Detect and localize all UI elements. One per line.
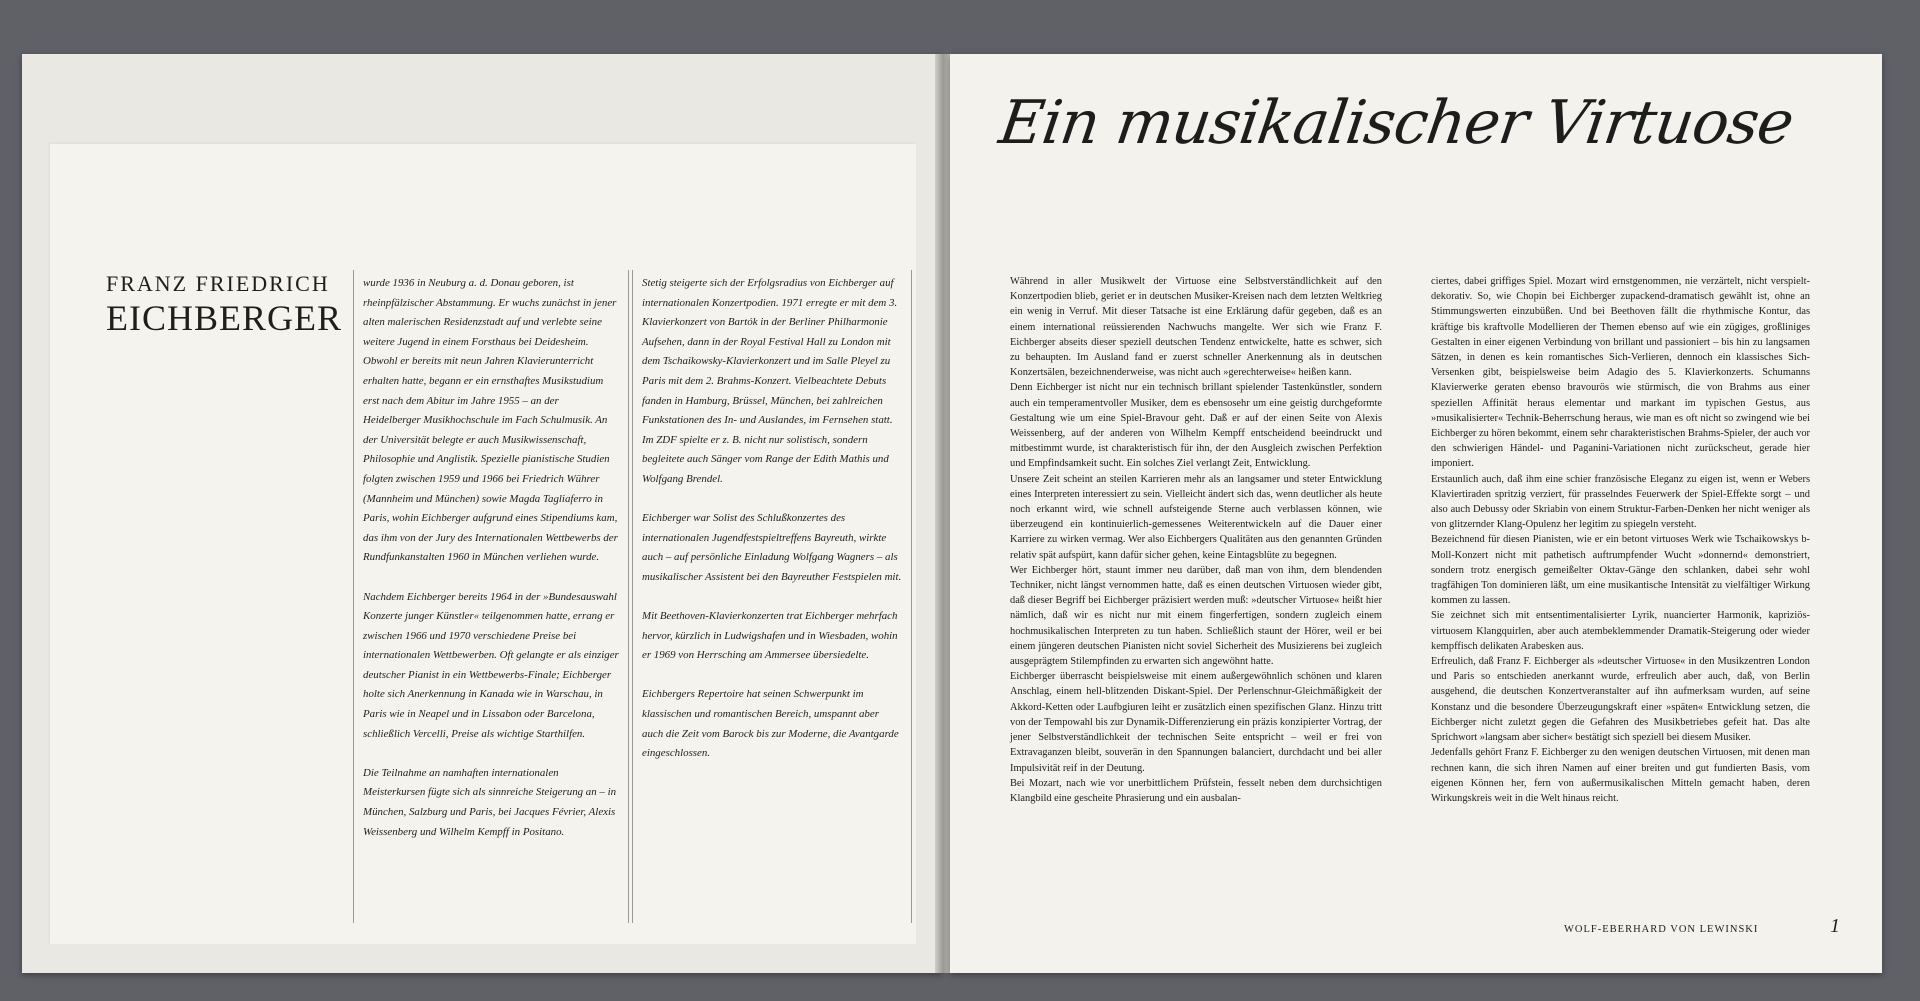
essay-paragraph: Denn Eichberger ist nicht nur ein technisch brillant spielender Tastenkünstler, sondern auch ein temperamentvoller Musiker, dem es ebensosehr um eine geistig durchgeformte Gestaltung wie um eine Spiel-Bravour geht. Daß er auf der einen Seite von Alexis Weissenberg, auf der anderen von Wilhelm Kempff entscheidend beeindruckt und mitbestimmt wurde, ist charakteristisch für ihn, der den Ausgleich zwischen Perfektion und Empfindsamkeit sucht. Ein solches Ziel verlangt Zeit, Entwicklung. [1010, 382, 1382, 470]
artist-surname: EICHBERGER [106, 298, 343, 338]
essay-paragraph: Erfreulich, daß Franz F. Eichberger als »deutscher Virtuose« in den Musikzentren London und Paris so entschieden anerkannt wurde, erfreulich aber auch, daß, von Berlin ausgehend, die deutschen Konzertveranstalter auf ihn aufmerksam wurden, auf seine Konstanz und die besondere Überzeugungskraft einer »späten« Entwicklung setzen, die Eichberger nicht zuletzt gegen die Gefahren des Musikbetriebes gefeit hat. Das alte Sprichwort »langsam aber sicher« bestätigt sich speziell bei diesem Musiker. [1431, 656, 1810, 744]
essay-paragraph: Bei Mozart, nach wie vor unerbittlichem Prüfstein, fesselt neben dem durchsichtigen Klangbild eine gescheite Phrasierung und ein ausbalan- [1010, 777, 1382, 804]
essay-paragraph: Während in aller Musikwelt der Virtuose eine Selbstverständlichkeit auf den Konzertpodien blieb, geriet er in deutschen Musiker-Kreisen nach dem letzten Weltkrieg ein wenig in Verruf. Mit dieser Tatsache ist eine Erklärung dafür gegeben, daß es an einem international reüssierenden Nachwuchs mangelte. Wer sich wie Franz F. Eichberger abseits dieser speziell deutschen Tendenz entwickelte, hatte es schwer, sich zu behaupten. Im Ausland fand er zuerst schneller Anerkennung als in deutschen Konzertsälen, bezeichnenderweise, was nicht auch »gerechterweise« heißen kann. [1010, 276, 1382, 379]
biography-paragraph: Eichbergers Repertoire hat seinen Schwerpunkt im klassischen und romantischen Bereich, umspannt aber auch die Zeit vom Barock bis zur Moderne, die Avantgarde eingeschlossen. [642, 688, 899, 760]
biography-paragraph: wurde 1936 in Neuburg a. d. Donau geboren, ist rheinpfälzischer Abstammung. Er wuchs zunächst in jener alten malerischen Residenzstadt auf und verlebte seine weitere Jugend in einem Forsthaus bei Deidesheim. Obwohl er bereits mit neun Jahren Klavierunterricht erhalten hatte, begann er ein ernsthaftes Musikstudium erst nach dem Abitur im Jahre 1955 – an der Heidelberger Musikhochschule im Fach Schulmusik. An der Universität belegte er auch Musikwissenschaft, Philosophie und Anglistik. Spezielle pianistische Studien folgten zwischen 1959 und 1966 bei Friedrich Wührer (Mannheim und München) sowie Magda Tagliaferro in Paris, wohin Eichberger aufgrund eines Stipendiums kam, das ihm von der Jury des Internationalen Wettbewerbs der Rundfunkanstalten 1960 in München verliehen wurde. [363, 277, 618, 564]
essay-column-2 [1431, 274, 1810, 806]
essay-paragraph: ciertes, dabei griffiges Spiel. Mozart wird ernstgenommen, nie verzärtelt, nicht verspielt-dekorativ. So, wie Chopin bei Eichberger zupackend-dramatisch gewählt ist, ohne an Stimmungswerten einzubüßen. Und bei Beethoven fällt die rhythmische Kontur, das kräftige bis kraftvolle Modellieren der Themen ebenso auf wie ein zügiges, großliniges Gestalten in einer eigenen Verbindung von brillant und passioniert – bis hin zu langsamen Sätzen, in denen es kein romantisches Sich-Verlieren, dennoch ein klassisches Sich-Versenken gibt, beispielsweise beim Adagio des 5. Klavierkonzerts. Schumanns Klavierwerke geraten ebenso bravourös wie stürmisch, die von Brahms aus einer speziellen Affinität heraus elementar und markant im typischen Gestus, aus »musikalisierter« Technik-Beherrschung heraus, wie man es oft nicht so zwingend wie bei Eichberger zu hören bekommt, einem sehr charakteristischen Brahms-Spieler, der auch vor den schwierigen Händel- und Paganini-Variationen nicht zurückscheut, gerade hier imponiert. [1431, 276, 1810, 470]
artist-first-names: FRANZ FRIEDRICH [106, 271, 330, 296]
essay-paragraph: Unsere Zeit scheint an steilen Karrieren mehr als an langsamer und steter Entwicklung eines Interpreten interessiert zu sein. Vielleicht ändert sich das, wenn deutlicher als heute noch erkannt wird, wie schnell aufsteigende Sterne auch verblassen können, wie überzeugend ein kontinuierlich-gemessenes Weiterentwickeln auf die Dauer einer Karriere zu wirken vermag. Wer also Eichbergers Qualitäten aus den genannten Gründen relativ spät aufspürt, kann dafür sicher gehen, keine Eintagsblüte zu begegnen. [1010, 473, 1382, 561]
biography-paragraph: Eichberger war Solist des Schlußkonzertes des internationalen Jugendfestspieltreffens Bayreuth, wirkte auch – auf persönliche Einladung Wolfgang Wagners – als musikalischer Assistent bei den Bayreuther Festspielen mit. [642, 512, 902, 583]
page-number: 1 [1830, 915, 1840, 937]
essay-paragraph: Jedenfalls gehört Franz F. Eichberger zu den wenigen deutschen Virtuosen, mit denen man rechnen kann, die sich ihren Namen auf einer breiten und gut fundierten Basis, vom eigenen Können her, fern von außermusikalischen Mitteln gemacht haben, deren Wirkungskreis weit in die Welt hinaus reicht. [1431, 747, 1810, 804]
essay-title: Ein musikalischer Virtuose [995, 88, 1798, 158]
essay-column-1 [1010, 274, 1382, 806]
biography-paragraph: Die Teilnahme an namhaften internationalen Meisterkursen fügte sich als sinnreiche Steigerung an – in München, Salzburg und Paris, bei Jacques Février, Alexis Weissenberg und Wilhelm Kempff in Positano. [363, 766, 617, 838]
essay-author: WOLF-EBERHARD VON LEWINSKI [1564, 924, 1759, 935]
biography-column-1 [353, 270, 629, 923]
essay-paragraph: Eichberger überrascht beispielsweise mit einem außergewöhnlich schönen und klaren Anschlag, einem hell-blitzenden Diskant-Spiel. Der Perlenschnur-Gleichmäßigkeit der Akkord-Ketten oder Laufbgiuren leiht er zusätzlich einen spezifischen Glanz. Hinzu tritt von der Tempowahl bis zur Dynamik-Differenzierung ein präzis konzipierter Vortrag, der jener Selbstverständlichkeit der technischen Seite entspricht – weil er frei von Extravaganzen bleibt, souverän in den Spannungen balanciert, durchdacht und bei aller Impulsivität reif in der Deutung. [1010, 671, 1382, 774]
essay-paragraph: Bezeichnend für diesen Pianisten, wie er ein betont virtuoses Werk wie Tschaikowskys b-Moll-Konzert nicht mit pathetisch auftrumpfender Wucht »donnernd« demonstriert, sondern trotz energisch gemeißelter Oktav-Gänge den schlanken, dabei sehr wohl tragfähigen Ton dominieren läßt, um eine musikantische Intensität zu vielfältiger Wirkung kommen zu lassen. [1431, 534, 1810, 607]
artist-name [106, 270, 346, 338]
essay-paragraph: Sie zeichnet sich mit entsentimentalisierter Lyrik, nuancierter Harmonik, kapriziös-virtuosem Klangquirlen, aber auch atembeklemmender Dramatik-Steigerung oder wieder kempffisch delikaten Arabesken aus. [1431, 610, 1810, 652]
essay-paragraph: Erstaunlich auch, daß ihm eine schier französische Eleganz zu eigen ist, wenn er Webers Klaviertiraden spritzig verziert, für prasselndes Feuerwerk der Spiel-Effekte sorgt – und also auch Debussy oder Skriabin von einem Struktur-Farben-Denken her nicht weniger als von glitzernder Klang-Opulenz her legitim zu spiegeln versteht. [1431, 473, 1810, 531]
biography-paragraph: Nachdem Eichberger bereits 1964 in der »Bundesauswahl Konzerte junger Künstler« teilgenommen hatte, errang er zwischen 1966 und 1970 verschiedene Preise bei internationalen Wettbewerben. Oft gelangte er als einziger deutscher Pianist in ein Wettbewerbs-Finale; Eichberger holte sich Anerkennung in Kanada wie in Warschau, in Paris wie in Neapel und in Lissabon oder Barcelona, schließlich Vercelli, Preise als wichtige Starthilfen. [363, 590, 619, 740]
biography-paragraph: Stetig steigerte sich der Erfolgsradius von Eichberger auf internationalen Konzertpodien. 1971 erregte er mit dem 3. Klavierkonzert von Bartók in der Berliner Philharmonie Aufsehen, dann in der Royal Festival Hall zu London mit dem Tschaikowsky-Klavierkonzert und im Salle Pleyel zu Paris mit dem 2. Brahms-Konzert. Vielbeachtete Debuts fanden in Hamburg, Brüssel, München, bei zahlreichen Funkstationen des In- und Auslandes, im Fernsehen statt. Im ZDF spielte er z. B. nicht nur solistisch, sondern begleitete auch Sänger vom Range der Edith Mathis und Wolfgang Brendel. [642, 277, 898, 485]
biography-column-2 [632, 270, 912, 923]
biography-paragraph: Mit Beethoven-Klavierkonzerten trat Eichberger mehrfach hervor, kürzlich in Ludwigshafen und in Wiesbaden, wohin er 1969 von Herrsching am Ammersee übersiedelte. [642, 610, 898, 662]
essay-paragraph: Wer Eichberger hört, staunt immer neu darüber, daß man von ihm, dem blendenden Techniker, nicht längst vernommen hatte, daß es einen deutschen Virtuosen wieder gibt, daß dieser Begriff bei Eichberger präzisiert werden muß: »deutscher Virtuose« heißt hier nämlich, daß wir es nicht nur mit einem fingerfertigen, sondern zugleich einem hochmusikalischen Interpreten zu tun haben. Schließlich staunt der Hörer, weil er bei einem jüngeren deutschen Pianisten nicht soviel Sicherheit des Musizierens bei zugleich ausgeprägtem Stilempfinden zu erwarten sich angewöhnt hatte. [1010, 564, 1382, 668]
